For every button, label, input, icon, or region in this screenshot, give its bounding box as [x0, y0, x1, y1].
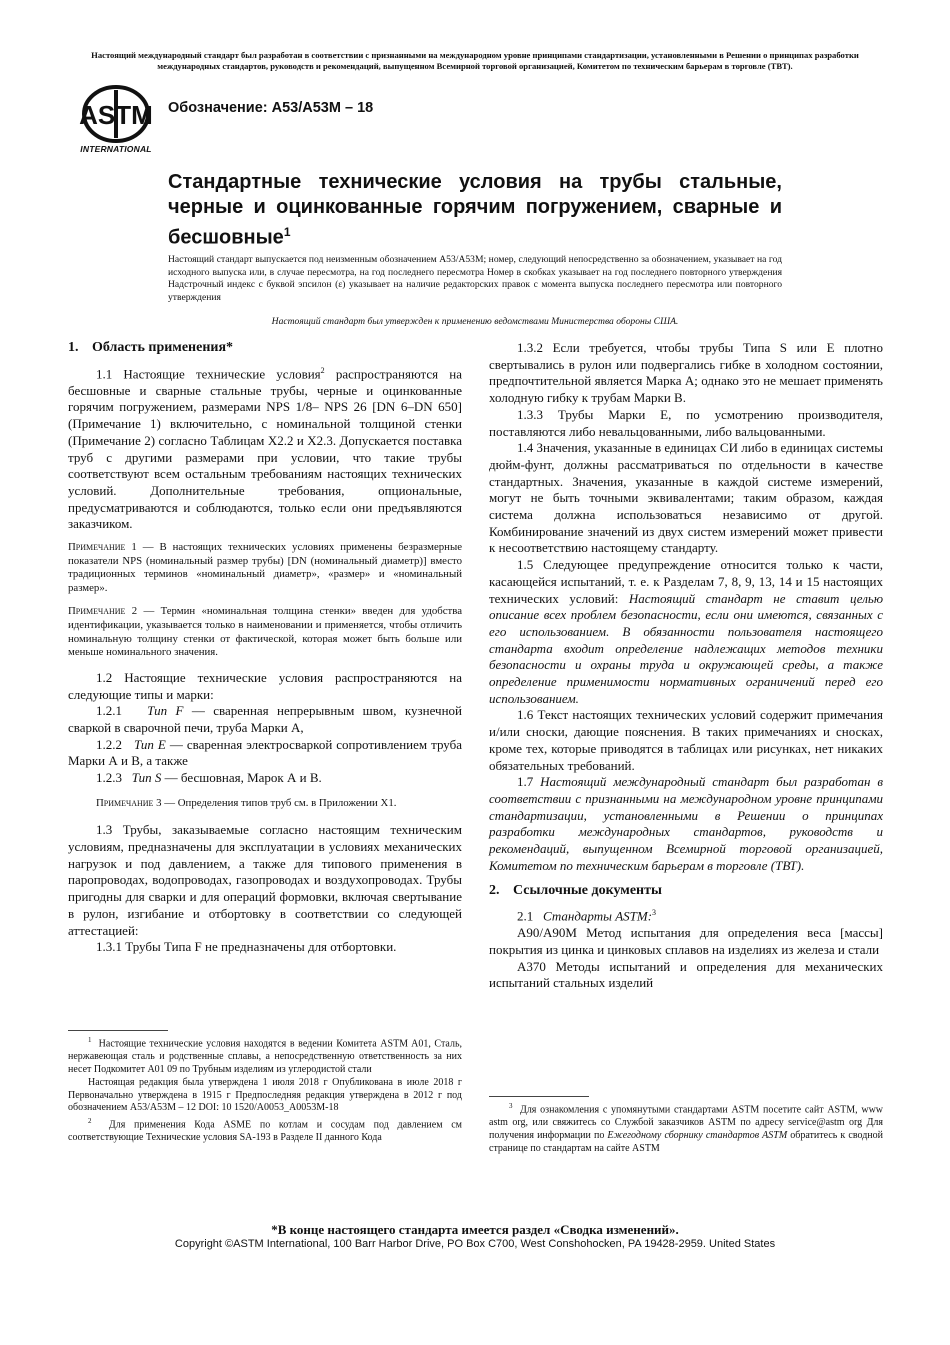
astm-standards-label: Стандарты ASTM:	[543, 908, 653, 924]
footnote-3-text: Для ознакомления с упомянутыми стандартами ASTM посетите сайт ASTM, www astm org, или свяжитесь со Службой заказчиков ASTM по адресу service@astm org Для получения информации по	[489, 1104, 884, 1141]
footnote-ref-3: 3	[652, 908, 657, 918]
footnote-1-text: Настоящие технические условия находятся в ведении Комитета ASTM A01, Сталь, нержавеющая сталь и родственные сплавы, а непосредственную ответственность за них несет Подкомитет A01 09 по Трубным изделиям из углеродистой стали	[68, 1038, 463, 1075]
note-1	[68, 541, 462, 595]
footnote-1	[68, 1034, 462, 1077]
note-3-text: 3 — Определения типов труб см. в Приложении X1.	[153, 796, 397, 809]
paragraph-1-2-1	[68, 703, 462, 736]
international-standard-notice: Настоящий международный стандарт был разработан в соответствии с признанными на международном уровне принципами стандартизации, установленными в Решении о принципах разработки международных стандартов, руководств и рекомендаций, выпущенном Всемирной торговой организацией, Комитетом по техническим барьерам в торговле (ТВТ).	[91, 50, 859, 71]
approved-note: Настоящий стандарт был утвержден к применению ведомствами Министерства обороны США.	[271, 316, 679, 327]
reference-a370: A370 Методы испытаний и определения для механических испытаний стальных изделий	[489, 958, 883, 991]
footnote-divider	[489, 1096, 589, 1097]
footnote-2	[68, 1115, 462, 1145]
paragraph-1-3-3: 1.3.3 Трубы Марки E, по усмотрению производителя, поставляются либо невальцованными, либо вальцованными.	[489, 406, 883, 439]
paragraph-1-1	[68, 363, 462, 533]
note-1-label: Примечание	[68, 541, 126, 554]
document-title	[168, 170, 782, 251]
paragraph-1-5-text: 1.5 Следующее предупреждение относится только к части, касающейся испытаний, т. е. к Разделам 7, 8, 9, 13, 14 и 15 настоящих технических условий:	[489, 557, 883, 606]
paragraph-1-2-3	[68, 770, 462, 787]
paragraph-1-6: 1.6 Текст настоящих технических условий содержит примечания и/или сноски, дающие пояснения. В таких примечаниях и сносках, кроме тех, которые приводятся в таблицах или рисунках, нет никаких обязательных требований.	[489, 707, 883, 773]
note-2	[68, 605, 462, 659]
footnote-3	[489, 1100, 883, 1156]
section-2-number: 2.	[489, 882, 500, 898]
paragraph-1-3-2: 1.3.2 Если требуется, чтобы трубы Типа S или E плотно свертывались в рулон или подвергались гибке в холодном состоянии, предпочтительной является Марка A; однако это не мешает применять холодную гибку к трубам Марки B.	[489, 340, 883, 406]
paragraph-1-2: 1.2 Настоящие технические условия распространяются на следующие типы и марки:	[68, 669, 462, 702]
item-number: 1.2.3	[96, 770, 122, 786]
item-text: — сваренная электросваркой сопротивлением труба Марки А и В, а также	[68, 736, 462, 769]
section-2-heading	[489, 883, 883, 900]
item-text: — бесшовная, Марок А и В.	[161, 770, 322, 786]
footnotes-left	[68, 1034, 462, 1145]
paragraph-1-2-2	[68, 737, 462, 770]
paragraph-1-1-text-cont: распространяются на бесшовные и сварные стальные трубы, черные и оцинкованные горячим погружением, размерами NPS 1/8– NPS 26 [DN 6–DN 650] (Примечание 1) включительно, с номинальной толщиной стенки (Примечание 2) согласно Таблицам X2.2 и X2.3. Допускается поставка труб с другими размерами при условии, что такие трубы соответствуют всем остальным требованиям настоящих технических условий. Дополнительные требования, опциональные, предусматриваются и соблюдаются, только если они предъявляются заказчиком.	[68, 366, 462, 532]
paragraph-2-1-number: 2.1	[517, 908, 534, 924]
footnote-2-mark: 2	[88, 1117, 92, 1126]
footnotes-right	[489, 1100, 883, 1156]
reference-a90: A90/A90M Метод испытания для определения веса [массы] покрытия из цинка и цинковых сплавов на изделиях из железа и стали	[489, 925, 883, 957]
footnote-1-approval: Настоящая редакция была утверждена 1 июля 2018 г Опубликована в июле 2018 г Первоначально утверждена в 1915 г Предпоследняя редакция утверждена в 2012 г под обозначением A53/A53M – 12 DOI: 10 1520/A0053_A0053M-18	[68, 1076, 462, 1114]
issued-note: Настоящий стандарт выпускается под неизменным обозначением A53/A53M; номер, следующий непосредственно за обозначением, указывает на год исходного выпуска или, в случае пересмотра, на год последнего пересмотра Номер в скобках указывает на год последнего повторного утверждения Надстрочный индекс с буквой эпсилон (ε) указывает на наличие редакторских правок с момента выпуска последнего пересмотра или повторного утверждения	[168, 254, 782, 303]
paragraph-1-1-text: 1.1 Настоящие технические условия	[96, 366, 321, 382]
item-text: — сваренная непрерывным швом, кузнечной сваркой в сварочной печи, труба Марки А,	[68, 703, 462, 735]
footnote-2-text: Для применения Кода ASME по котлам и сосудам под давлением см соответствующие Технические условия SA-193 в Разделе II данного Кода	[68, 1119, 463, 1144]
footnote-3-mark: 3	[509, 1102, 513, 1110]
paragraph-1-7	[489, 774, 883, 874]
type-f-label: Тип F	[147, 703, 184, 719]
note-2-label: Примечание	[68, 605, 126, 618]
footnote-divider	[68, 1030, 168, 1031]
summary-of-changes-note: *В конце настоящего стандарта имеется раздел «Сводка изменений».	[271, 1222, 679, 1237]
right-column	[489, 340, 883, 992]
item-number: 1.2.1	[96, 703, 122, 719]
note-2-text: 2 — Термин «номинальная толщина стенки» введен для удобства идентификации, указывается только в наименовании и применяется, чтобы отличить номинальную толщину стенки от фактической, которая может быть больше или меньше номинального значения.	[68, 605, 462, 659]
copyright: Copyright ©ASTM International, 100 Barr Harbor Drive, PO Box C700, West Conshohocken, PA 19428-2959. United States	[174, 1238, 776, 1250]
section-1-title: Область применения*	[92, 340, 234, 355]
paragraph-1-4: 1.4 Значения, указанные в единицах СИ либо в единицах системы дюйм-фунт, должны рассматриваться по отдельности в качестве стандартных. Значения, указанные в каждой системе измерений, могут не быть точными эквивалентами; таким образом, каждая система должна использоваться независимо от другой. Комбинирование значений из двух систем измерений может привести к несоответствию настоящему стандарту.	[489, 440, 883, 556]
title-text: Стандартные технические условия на трубы стальные, черные и оцинкованные горячим погружением, сварные и бесшовные	[168, 171, 782, 249]
paragraph-1-7-text: Настоящий международный стандарт был разработан в соответствии с признанными на международном уровне принципами стандартизации, установленными в Решении о принципах разработки международных стандартов, руководств и рекомендаций, выпущенном Всемирной торговой организацией, Комитетом по техническим барьерам в торговле (ТВТ).	[489, 774, 883, 873]
item-number: 1.2.2	[96, 736, 122, 752]
title-footnote-mark: 1	[283, 225, 291, 239]
paragraph-2-1	[489, 905, 883, 925]
type-s-label: Тип S	[131, 770, 162, 786]
type-e-label: Тип E	[133, 736, 166, 752]
section-2-title: Ссылочные документы	[513, 882, 662, 898]
safety-warning-text: Настоящий стандарт не ставит целью описание всех проблем безопасности, если они имеются, связанных с его использованием. В обязанности пользователя настоящего стандарта входит определение надлежащих методов техники безопасности и охраны труда и окружающей среды, а также определение применимости нормативных ограничений перед его использованием.	[489, 590, 883, 706]
paragraph-1-3: 1.3 Трубы, заказываемые согласно настоящим техническим условиям, предназначены для эксплуатации в условиях механических нагрузок и под давлением, а также для типового применения в паропроводах, водопроводах, газопроводах и воздухопроводах. Трубы пригодны для сварки и для операций формовки, включая свертывание в рулон, изгибание и отбортовку в соответствии со следующей аттестацией:	[68, 822, 462, 938]
footnote-3-annual-book: Ежегодному сборнику стандартов ASTM	[607, 1129, 788, 1141]
paragraph-1-3-1: 1.3.1 Трубы Типа F не предназначены для отбортовки.	[96, 939, 397, 955]
section-1-heading	[68, 340, 462, 357]
paragraph-1-5	[489, 557, 883, 707]
footnote-ref-2: 2	[320, 365, 325, 375]
paragraph-1-7-number: 1.7	[517, 774, 541, 790]
footnote-1-mark: 1	[88, 1036, 92, 1044]
note-3-label: Примечание	[96, 796, 154, 809]
note-1-text: 1 — В настоящих технических условиях применены безразмерные показатели NPS (номинальный размер трубы) [DN (номинальный диаметр)] вместо традиционных терминов «номинальный диаметр», «размер» и «номинальный размер».	[68, 541, 462, 594]
logo-international-label: INTERNATIONAL	[80, 144, 152, 154]
left-column	[68, 340, 462, 956]
logo-text: ASTM	[79, 100, 153, 130]
designation: Обозначение: A53/A53M – 18	[168, 100, 374, 116]
section-1-number: 1.	[68, 340, 79, 355]
note-3	[68, 797, 462, 811]
footnote-3-text-end: обратитесь к сводной странице по стандартам на сайте ASTM	[489, 1129, 883, 1154]
